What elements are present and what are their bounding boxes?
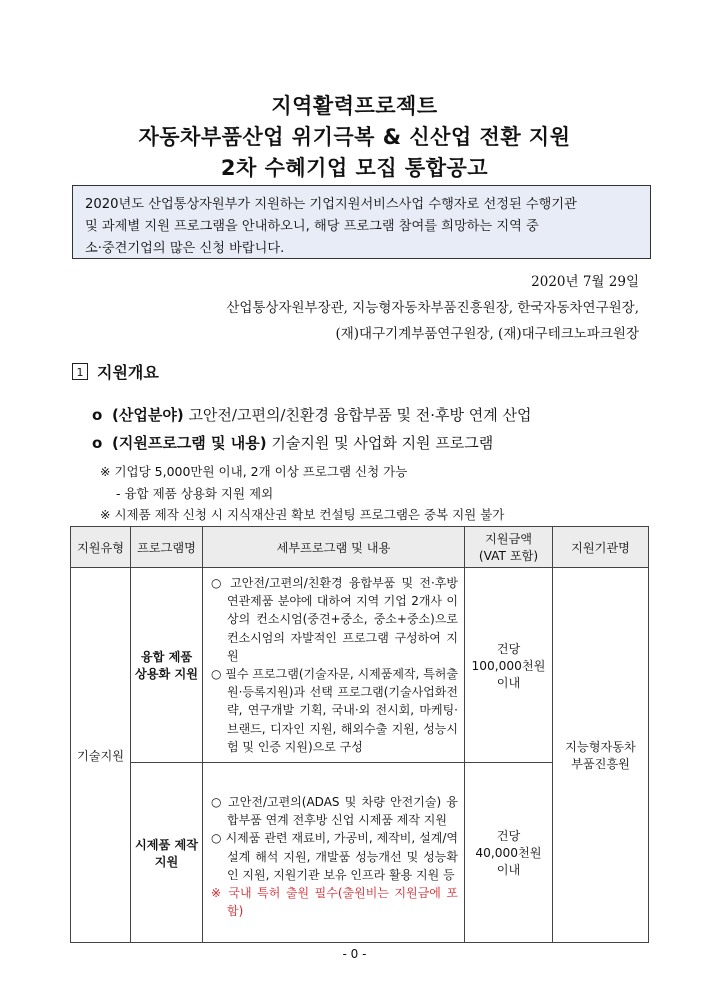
amount-line-1: 건당 [496,641,521,656]
detail-cell [203,568,465,763]
agency-cell [553,568,649,943]
bullet-circle-icon: o [92,434,103,452]
detail-warning: ※ 국내 특허 출원 필수(출원비는 지원금에 포함) [211,886,458,919]
bullet-label: (산업분야) [112,406,184,424]
program-name-line-1: 융합 제품 [140,650,193,665]
header-amount [465,527,553,568]
program-name-cell [131,763,203,943]
notice-line-3: 소·중견기업의 많은 신청 바랍니다. [85,241,285,256]
amount-line-3: 이내 [496,675,521,690]
support-type-cell: 기술지원 [71,568,131,943]
page-number: - 0 - [342,947,367,961]
amount-line-2: 40,000천원 [475,846,542,861]
header-amount-line-1: 지원금액 [484,532,533,546]
amount-cell [465,568,553,763]
program-name-line-2: 지원 [154,854,179,869]
notice-box [72,185,651,259]
program-name-cell [131,568,203,763]
amount-line-3: 이내 [496,863,521,878]
bullet-text: 기술지원 및 사업화 지원 프로그램 [266,434,494,452]
issuer-line-2: (재)대구기계부품연구원장, (재)대구테크노파크원장 [335,326,639,342]
amount-cell [465,763,553,943]
amount-line-1: 건당 [496,829,521,844]
title-line-2: 자동차부품산업 위기극복 & 신산업 전환 지원 [138,125,571,149]
program-name-line-2: 상용화 지원 [134,667,199,682]
section-title: 지원개요 [97,363,159,382]
header-type: 지원유형 [71,527,131,568]
detail-item: ○ 시제품 관련 재료비, 가공비, 제작비, 설계/역설계 해석 지원, 개발품 성능개선 및 성능확인 지원, 지원기관 보유 인프라 활용 지원 등 [211,831,458,882]
program-name-line-1: 시제품 제작 [134,837,199,852]
header-amount-line-2: (VAT 포함) [478,549,539,563]
section-number-box: 1 [72,363,88,380]
agency-line-1: 지능형자동차 [565,740,636,755]
header-detail: 세부프로그램 및 내용 [203,527,465,568]
table-header-row [71,527,649,568]
header-program: 프로그램명 [131,527,203,568]
bullet-program [92,432,493,453]
header-agency: 지원기관명 [553,527,649,568]
agency-line-2: 부품진흥원 [571,757,630,772]
bullet-label: (지원프로그램 및 내용) [112,434,267,452]
detail-item: ○ 고안전/고편의/친환경 융합부품 및 전·후방 연관제품 분야에 대하여 지역 기업 2개사 이상의 컨소시엄(중견+중소, 중소+중소)으로 컨소시엄의 자발적인 프로그램 구성하여 지원 [211,576,458,663]
bullet-circle-icon: o [92,406,103,424]
title-line-1: 지역활력프로젝트 [271,94,438,118]
note-duplicate: ※ 시제품 제작 신청 시 지식재산권 확보 컨설팅 프로그램은 중복 지원 불가 [100,507,505,522]
detail-cell [203,763,465,943]
bullet-text: 고안전/고편의/친환경 융합부품 및 전·후방 연계 산업 [183,406,532,424]
issuer-line-1: 산업통상자원부장관, 지능형자동차부품진흥원장, 한국자동차연구원장, [226,300,639,316]
notice-line-2: 및 과제별 지원 프로그램을 안내하오니, 해당 프로그램 참여를 희망하는 지역 중 [85,219,539,234]
detail-item: ○ 필수 프로그램(기술자문, 시제품제작, 특허출원·등록지원)과 선택 프로그램(기술사업화전략, 연구개발 기획, 국내·외 전시회, 마케팅·브랜드, 디자인 지원, 해외수출 지원, 성능시험 및 인증 지원)으로 구성 [211,667,458,754]
title-line-3: 2차 수혜기업 모집 통합공고 [220,156,489,180]
notice-line-1: 2020년도 산업통상자원부가 지원하는 기업지원서비스사업 수행자로 선정된 수행기관 [85,197,577,212]
note-limit: ※ 기업당 5,000만원 이내, 2개 이상 프로그램 신청 가능 [100,464,408,479]
detail-item: ○ 고안전/고편의(ADAS 및 차량 안전기술) 융합부품 연계 전후방 신업 시제품 제작 지원 [211,795,458,828]
table-row [71,568,649,763]
program-table [70,526,649,943]
bullet-industry [92,404,531,425]
note-limit-sub: - 융합 제품 상용화 지원 제외 [116,486,274,501]
announcement-date: 2020년 7월 29일 [531,274,639,290]
amount-line-2: 100,000천원 [471,658,546,673]
